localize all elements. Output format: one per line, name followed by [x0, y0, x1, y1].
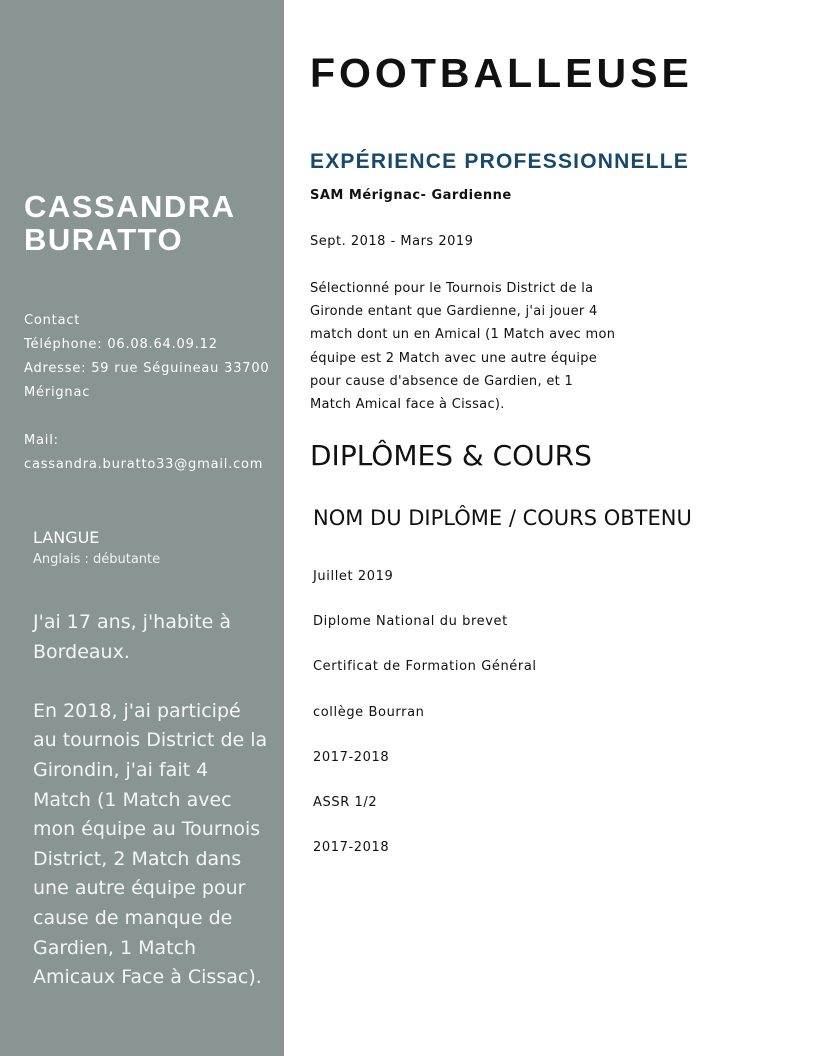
experience-role: SAM Mérignac- Gardienne — [310, 188, 512, 203]
diploma-item: Diplome National du brevet — [313, 614, 508, 630]
bio-spacer — [33, 667, 268, 697]
diploma-item: 2017-2018 — [313, 749, 390, 765]
contact-address-line1: Adresse: 59 rue Séguineau 33700 — [24, 361, 270, 376]
diploma-item: 2017-2018 — [313, 840, 390, 856]
diplomas-heading: DIPLÔMES & COURS — [310, 439, 592, 472]
contact-mail-label: Mail: — [24, 433, 59, 448]
diplomas-subheading: NOM DU DIPLÔME / COURS OBTENU — [313, 506, 692, 530]
experience-description-line: équipe est 2 Match avec une autre équipe — [310, 350, 598, 366]
sidebar — [0, 0, 284, 1056]
name-last: BURATTO — [24, 222, 184, 257]
contact-mail: cassandra.buratto33@gmail.com — [24, 457, 264, 472]
candidate-name — [24, 190, 274, 256]
experience-description-line: Sélectionné pour le Tournois District de la — [310, 281, 594, 296]
experience-dates: Sept. 2018 - Mars 2019 — [310, 234, 474, 249]
language-title: LANGUE — [33, 528, 100, 547]
diplomas-list — [313, 566, 537, 882]
experience-description-line: match dont un en Amical (1 Match avec mon — [310, 327, 616, 343]
contact-block — [24, 309, 282, 477]
contact-spacer — [24, 405, 282, 429]
contact-phone: Téléphone: 06.08.64.09.12 — [24, 337, 218, 352]
page-title: FOOTBALLEUSE — [310, 50, 693, 96]
bio — [33, 608, 268, 993]
experience-description-line: Match Amical face à Cissac). — [310, 397, 505, 413]
experience-description-line: pour cause d'absence de Gardien, et 1 — [310, 373, 574, 389]
language-value: Anglais : débutante — [33, 552, 161, 567]
contact-address-line2: Mérignac — [24, 385, 91, 400]
diploma-item: ASSR 1/2 — [313, 794, 378, 810]
experience-description-line: Gironde entant que Gardienne, j'ai jouer 4 — [310, 304, 598, 320]
bio-paragraph-1: J'ai 17 ans, j'habite à Bordeaux. — [33, 611, 232, 663]
name-first: CASSANDRA — [24, 189, 236, 224]
diploma-item: Juillet 2019 — [313, 569, 394, 584]
experience-description — [310, 277, 650, 416]
diploma-item: Certificat de Formation Général — [313, 659, 537, 675]
bio-paragraph-2: En 2018, j'ai participé au tournois District de la Girondin, j'ai fait 4 Match (1 Match avec mon équipe au Tournois District, 2 Match dans une autre équipe pour cause de manque de Gardien, 1 Match Amicaux Face à Cissac). — [33, 699, 268, 989]
diploma-item: collège Bourran — [313, 704, 425, 720]
experience-heading: EXPÉRIENCE PROFESSIONNELLE — [310, 150, 689, 173]
contact-label: Contact — [24, 313, 81, 328]
